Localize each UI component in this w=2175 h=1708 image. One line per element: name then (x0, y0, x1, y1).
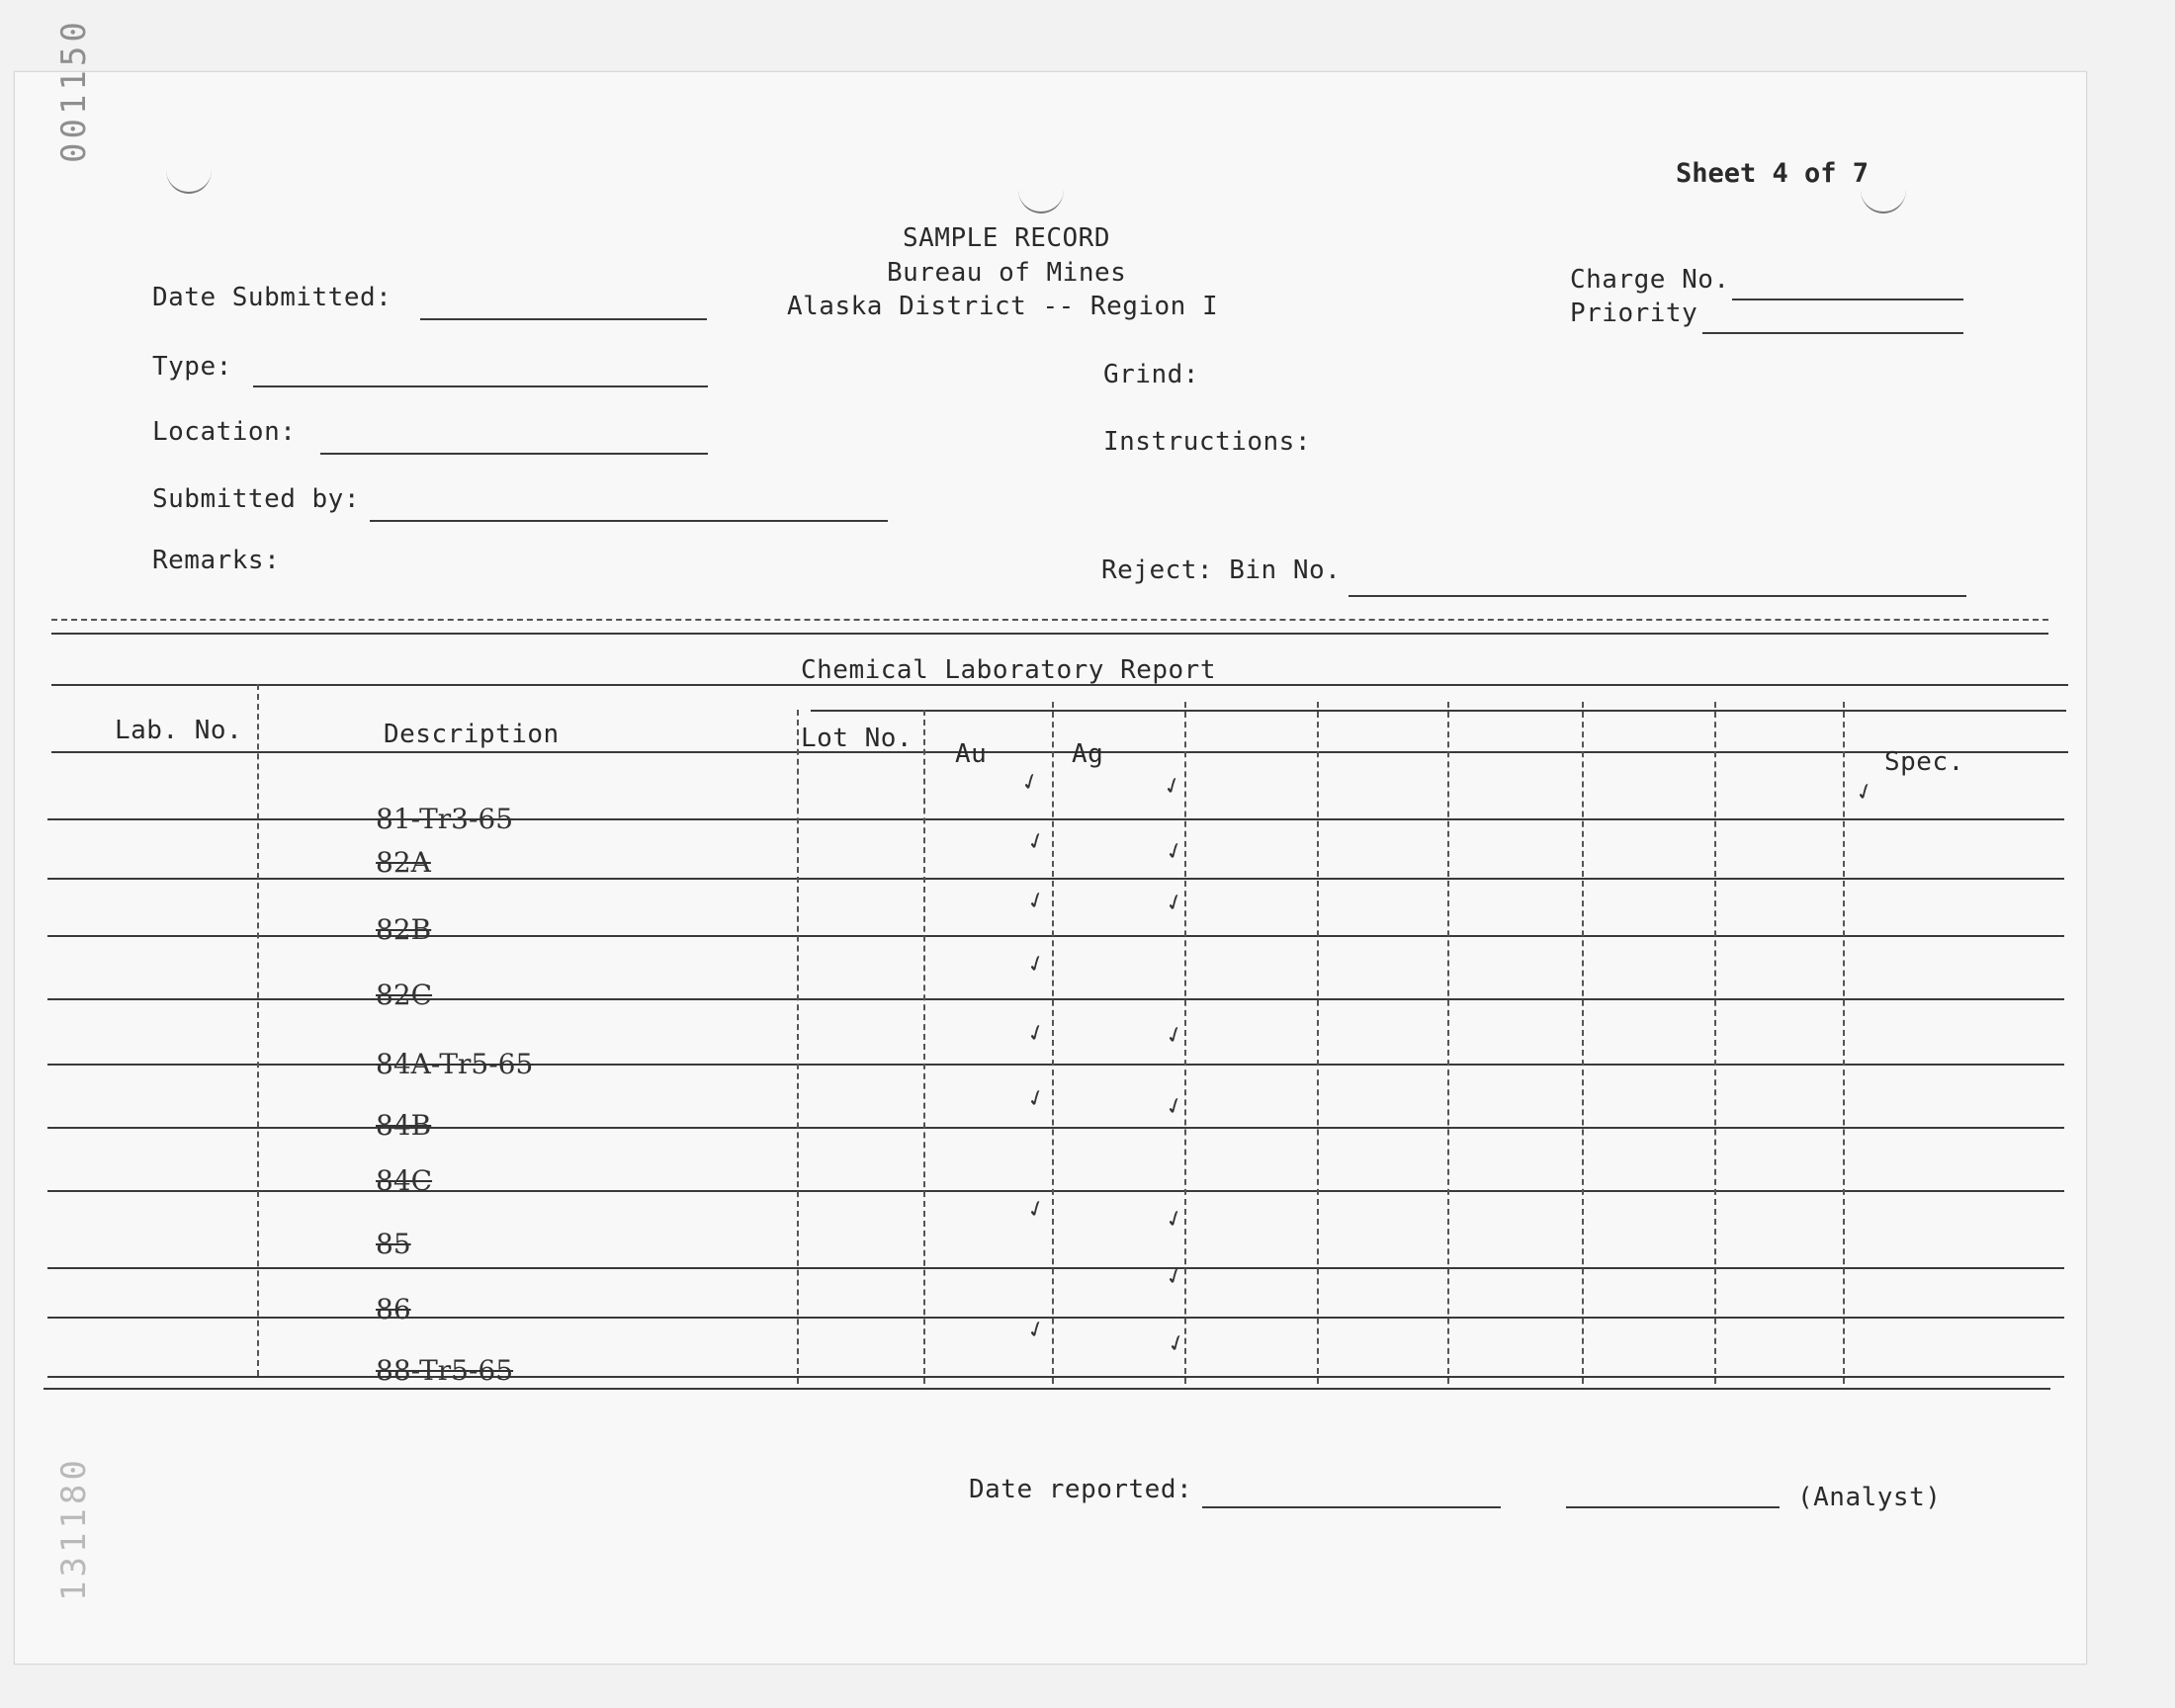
row-description: 82B (376, 913, 432, 946)
table-row-line (47, 1317, 2064, 1319)
priority-field[interactable] (1702, 332, 1963, 334)
sheet-number: Sheet 4 of 7 (1676, 158, 1870, 189)
ag-check-mark: ✓ (1160, 769, 1185, 803)
form-title: SAMPLE RECORD (903, 223, 1110, 253)
location-label: Location: (152, 417, 297, 447)
type-field[interactable] (253, 385, 708, 387)
row-description: 85 (376, 1228, 411, 1260)
report-title: Chemical Laboratory Report (801, 655, 1216, 685)
table-col-divider (1052, 702, 1054, 1384)
section-separator-bottom (51, 633, 2048, 635)
document-stamp-top: 001150 (54, 18, 94, 163)
date-reported-field[interactable] (1202, 1506, 1501, 1508)
analyst-signature-field[interactable] (1566, 1506, 1780, 1508)
au-check-mark: ✓ (1023, 1313, 1049, 1346)
table-row-line (47, 1190, 2064, 1192)
au-check-mark: ✓ (1023, 1192, 1049, 1226)
table-col-divider (1582, 702, 1584, 1384)
table-row-line (47, 998, 2064, 1000)
row-description: 86 (376, 1293, 411, 1325)
charge-no-label: Charge No. (1570, 265, 1730, 295)
col-header-lab-no: Lab. No. (115, 716, 243, 745)
priority-label: Priority (1570, 299, 1698, 328)
au-check-mark: ✓ (1023, 884, 1049, 917)
au-check-mark: ✓ (1023, 1016, 1049, 1050)
ag-check-mark: ✓ (1162, 1202, 1187, 1236)
ag-check-mark: ✓ (1162, 834, 1187, 868)
row-description: 82C (376, 979, 433, 1011)
row-description: 82A (376, 846, 431, 879)
row-description: 81-Tr3-65 (376, 803, 514, 835)
grind-label: Grind: (1103, 360, 1199, 389)
au-check-mark: ✓ (1023, 824, 1049, 858)
table-col-divider (257, 684, 259, 1376)
table-col-divider (797, 710, 799, 1384)
col-header-au: Au (955, 739, 988, 769)
ag-check-mark: ✓ (1162, 886, 1187, 919)
table-row-line (47, 1267, 2064, 1269)
date-submitted-field[interactable] (420, 318, 707, 320)
reject-bin-field[interactable] (1348, 595, 1966, 597)
au-check-mark: ✓ (1023, 947, 1049, 981)
table-col-divider (923, 710, 925, 1384)
table-bottom-line (44, 1388, 2050, 1390)
instructions-label: Instructions: (1103, 427, 1311, 457)
ag-check-mark: ✓ (1164, 1326, 1189, 1360)
col-header-lot-no: Lot No. (801, 724, 914, 753)
table-col-divider (1714, 702, 1716, 1384)
location-field[interactable] (320, 453, 708, 455)
punch-hole-center (1018, 166, 1064, 214)
table-row-line (47, 935, 2064, 937)
row-description: 84B (376, 1109, 432, 1142)
ag-check-mark: ✓ (1162, 1018, 1187, 1052)
remarks-label: Remarks: (152, 546, 281, 575)
submitted-by-label: Submitted by: (152, 484, 360, 514)
row-description: 88-Tr5-65 (376, 1354, 514, 1387)
table-col-divider (1317, 702, 1319, 1384)
spec-check-mark: ✓ (1852, 775, 1877, 809)
submitted-by-field[interactable] (370, 520, 888, 522)
table-row-line (811, 710, 2066, 712)
table-header-line (51, 751, 2068, 753)
analyst-label: (Analyst) (1797, 1483, 1942, 1512)
punch-hole-left (166, 146, 212, 194)
row-description: 84C (376, 1164, 433, 1197)
table-row-line (47, 878, 2064, 880)
table-row-line (47, 1127, 2064, 1129)
charge-no-field[interactable] (1732, 299, 1963, 300)
form-subtitle-district: Alaska District -- Region I (787, 292, 1219, 321)
reject-bin-label: Reject: Bin No. (1101, 555, 1342, 585)
date-submitted-label: Date Submitted: (152, 283, 392, 312)
au-check-mark: ✓ (1023, 1081, 1049, 1115)
table-col-divider (1447, 702, 1449, 1384)
type-label: Type: (152, 352, 232, 382)
col-header-ag: Ag (1072, 739, 1104, 769)
table-row-line (47, 1376, 2064, 1378)
col-header-spec: Spec. (1884, 747, 1964, 777)
table-col-divider (1843, 702, 1845, 1384)
ag-check-mark: ✓ (1162, 1259, 1187, 1293)
col-header-description: Description (384, 720, 560, 749)
table-top-line (51, 684, 2068, 686)
ag-check-mark: ✓ (1162, 1089, 1187, 1123)
table-row-line (47, 818, 2064, 820)
date-reported-label: Date reported: (969, 1475, 1193, 1504)
document-stamp-bottom: 131180 (54, 1456, 94, 1601)
section-separator-top (51, 619, 2048, 621)
table-row-line (47, 1064, 2064, 1066)
form-subtitle-bureau: Bureau of Mines (887, 258, 1127, 288)
au-check-mark: ✓ (1017, 765, 1043, 799)
row-description: 84A-Tr5-65 (376, 1048, 534, 1080)
